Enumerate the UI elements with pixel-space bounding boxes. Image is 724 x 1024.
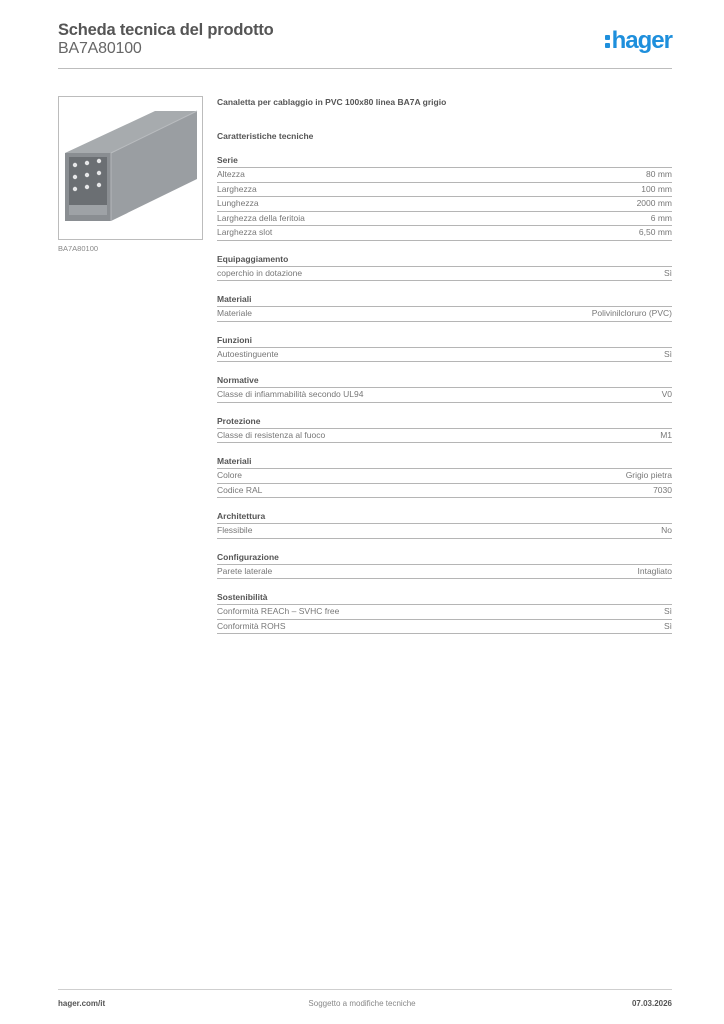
spec-row: [217, 212, 672, 227]
spec-row: [217, 565, 672, 580]
spec-label: Classe di resistenza al fuoco: [217, 429, 326, 440]
product-code: BA7A80100: [58, 40, 142, 57]
spec-value: M1: [660, 429, 672, 440]
spec-value: Polivinilcloruro (PVC): [591, 308, 672, 318]
spec-group-protezione: [217, 416, 672, 444]
group-title: Funzioni: [217, 335, 672, 348]
spec-group-funzioni: [217, 335, 672, 363]
spec-label: Colore: [217, 470, 243, 480]
group-title: Serie: [217, 155, 672, 168]
section-title: Caratteristiche tecniche: [217, 131, 314, 141]
spec-label: Altezza: [217, 169, 245, 179]
spec-value: Sì: [663, 620, 672, 631]
image-caption: BA7A80100: [58, 244, 99, 253]
hager-logo[interactable]: [605, 27, 672, 55]
spec-row: [217, 168, 672, 183]
spec-row: [217, 197, 672, 212]
spec-row: [217, 226, 672, 241]
group-title: Architettura: [217, 511, 672, 524]
spec-value: Sì: [663, 606, 672, 616]
spec-group-configurazione: [217, 552, 672, 580]
spec-label: Larghezza: [217, 183, 257, 194]
spec-label: coperchio in dotazione: [217, 267, 303, 278]
spec-label: Materiale: [217, 308, 252, 318]
spec-value: 100 mm: [641, 183, 672, 194]
spec-value: V0: [661, 389, 672, 399]
spec-row: [217, 484, 672, 499]
spec-row: [217, 429, 672, 444]
group-title: Materiali: [217, 294, 672, 307]
product-image: [58, 96, 203, 240]
footer-note: Soggetto a modifiche tecniche: [308, 999, 416, 1008]
spec-value: 6 mm: [650, 212, 672, 223]
spec-value: Grigio pietra: [625, 470, 672, 480]
group-title: Equipaggiamento: [217, 254, 672, 267]
spec-label: Conformità REACh – SVHC free: [217, 606, 340, 616]
spec-label: Autoestinguente: [217, 348, 279, 359]
group-title: Materiali: [217, 456, 672, 469]
cable-duct-illustration-icon: [59, 97, 202, 239]
spec-group-serie: [217, 155, 672, 241]
spec-row: [217, 307, 672, 322]
spec-value: 80 mm: [646, 169, 672, 179]
spec-label: Classe di infiammabilità secondo UL94: [217, 389, 364, 399]
spec-label: Parete laterale: [217, 565, 273, 576]
spec-label: Codice RAL: [217, 484, 263, 495]
spec-group-equipaggiamento: [217, 254, 672, 282]
page-title: Scheda tecnica del prodotto: [58, 21, 274, 39]
spec-value: No: [661, 525, 672, 535]
logo-text: hager: [611, 27, 672, 54]
spec-value: 2000 mm: [636, 198, 672, 208]
spec-row: [217, 388, 672, 403]
spec-group-materiali-2: [217, 456, 672, 498]
spec-value: 6,50 mm: [638, 227, 672, 237]
spec-value: Sì: [663, 267, 672, 278]
spec-row: [217, 620, 672, 635]
spec-row: [217, 605, 672, 620]
footer-website-link[interactable]: hager.com/it: [58, 999, 106, 1008]
spec-group-sostenibilita: [217, 592, 672, 634]
spec-group-materiali: [217, 294, 672, 322]
spec-label: Flessibile: [217, 525, 253, 535]
spec-label: Lunghezza: [217, 198, 259, 208]
spec-label: Conformità ROHS: [217, 620, 286, 631]
spec-row: [217, 267, 672, 282]
header-divider: [58, 68, 672, 69]
footer-divider: [58, 989, 672, 990]
group-title: Configurazione: [217, 552, 672, 565]
spec-row: [217, 524, 672, 539]
spec-group-normative: [217, 375, 672, 403]
group-title: Protezione: [217, 416, 672, 429]
spec-row: [217, 183, 672, 198]
group-title: Sostenibilità: [217, 592, 672, 605]
spec-row: [217, 348, 672, 363]
spec-label: Larghezza slot: [217, 227, 273, 237]
spec-value: Intagliato: [637, 565, 672, 576]
product-description: Canaletta per cablaggio in PVC 100x80 linea BA7A grigio: [217, 97, 447, 107]
group-title: Normative: [217, 375, 672, 388]
spec-value: 7030: [653, 484, 672, 495]
footer-date: 07.03.2026: [631, 999, 672, 1008]
spec-value: Sì: [663, 348, 672, 359]
spec-group-architettura: [217, 511, 672, 539]
spec-row: [217, 469, 672, 484]
spec-label: Larghezza della feritoia: [217, 212, 305, 223]
spec-content: [217, 96, 672, 634]
